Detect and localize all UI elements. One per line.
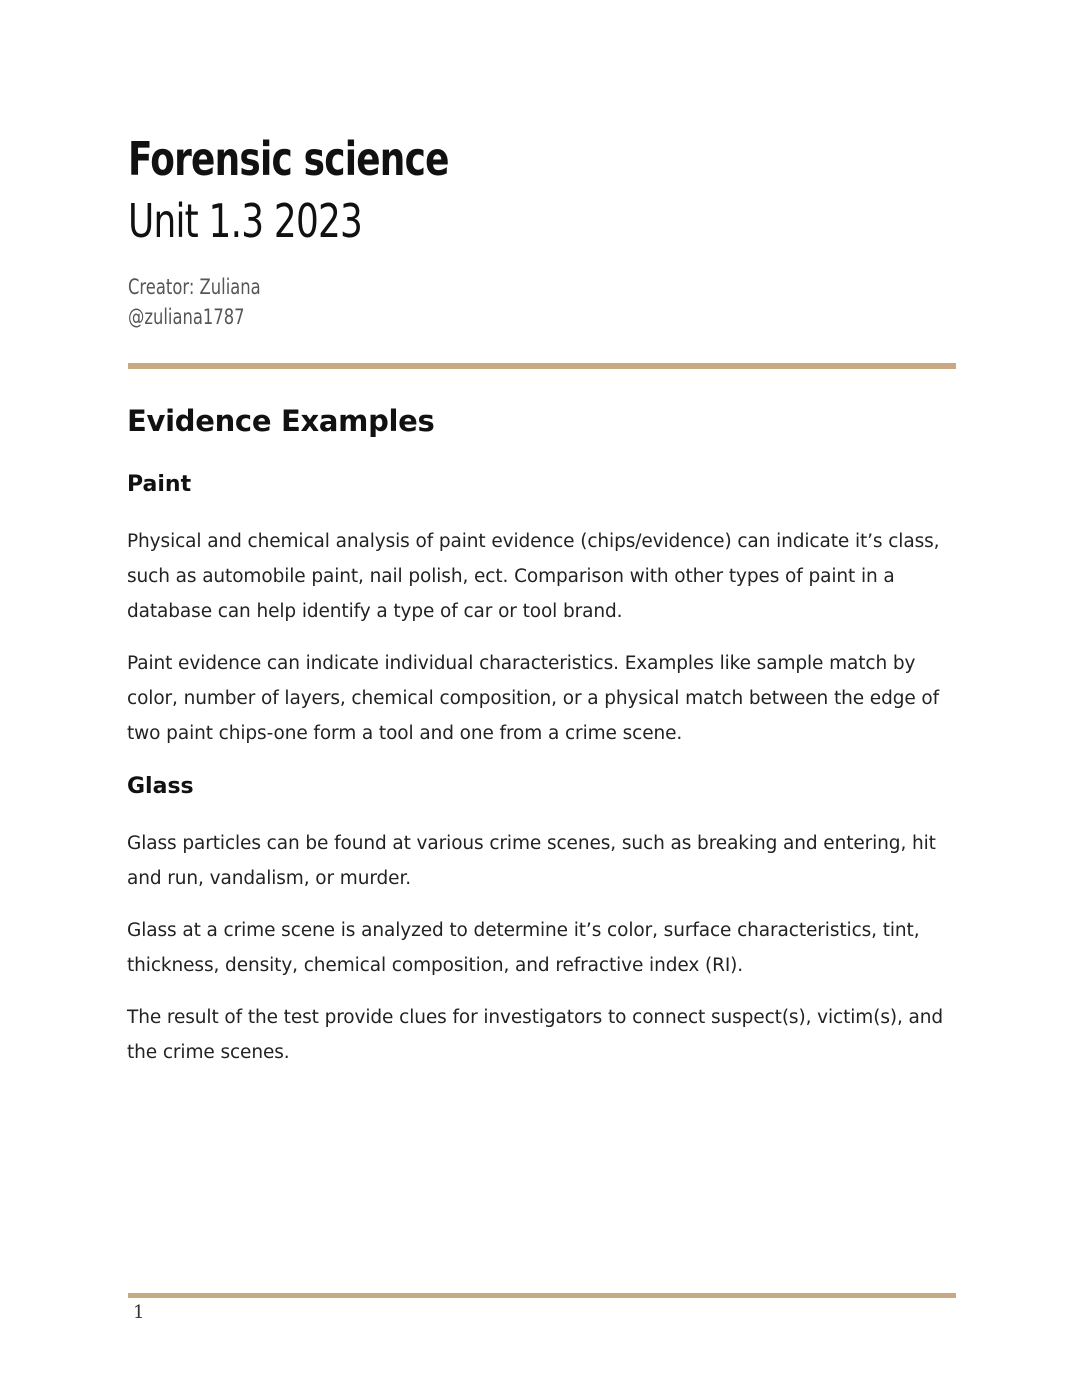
top-divider bbox=[128, 363, 956, 369]
subsection-heading-glass: Glass bbox=[127, 774, 194, 799]
document-title: Forensic science bbox=[128, 132, 449, 186]
main-content bbox=[127, 400, 967, 1070]
creator-name: Creator: Zuliana bbox=[128, 275, 261, 299]
glass-paragraph-1: Glass particles can be found at various crime scenes, such as breaking and entering, hit and run, vandalism, or murder. bbox=[127, 833, 936, 889]
paint-paragraph-1: Physical and chemical analysis of paint evidence (chips/evidence) can indicate it’s class, such as automobile paint, nail polish, ect. Comparison with other types of paint in a database can help identify a type of car or tool brand. bbox=[127, 531, 940, 622]
paint-paragraph-2: Paint evidence can indicate individual characteristics. Examples like sample match by color, number of layers, chemical composition, or a physical match between the edge of two paint chips-one form a tool and one from a crime scene. bbox=[127, 653, 940, 744]
glass-paragraph-3: The result of the test provide clues for investigators to connect suspect(s), victim(s), and the crime scenes. bbox=[127, 1007, 944, 1063]
document-subtitle: Unit 1.3 2023 bbox=[128, 194, 363, 248]
creator-handle: @zuliana1787 bbox=[128, 305, 245, 329]
subsection-heading-paint: Paint bbox=[127, 472, 192, 497]
creator-info bbox=[128, 272, 261, 332]
title-block bbox=[128, 128, 928, 252]
glass-paragraph-2: Glass at a crime scene is analyzed to determine it’s color, surface characteristics, tint, thickness, density, chemical composition, and refractive index (RI). bbox=[127, 920, 920, 976]
section-heading-evidence-examples: Evidence Examples bbox=[127, 404, 435, 438]
bottom-divider bbox=[128, 1293, 956, 1298]
page-number: 1 bbox=[133, 1302, 145, 1323]
